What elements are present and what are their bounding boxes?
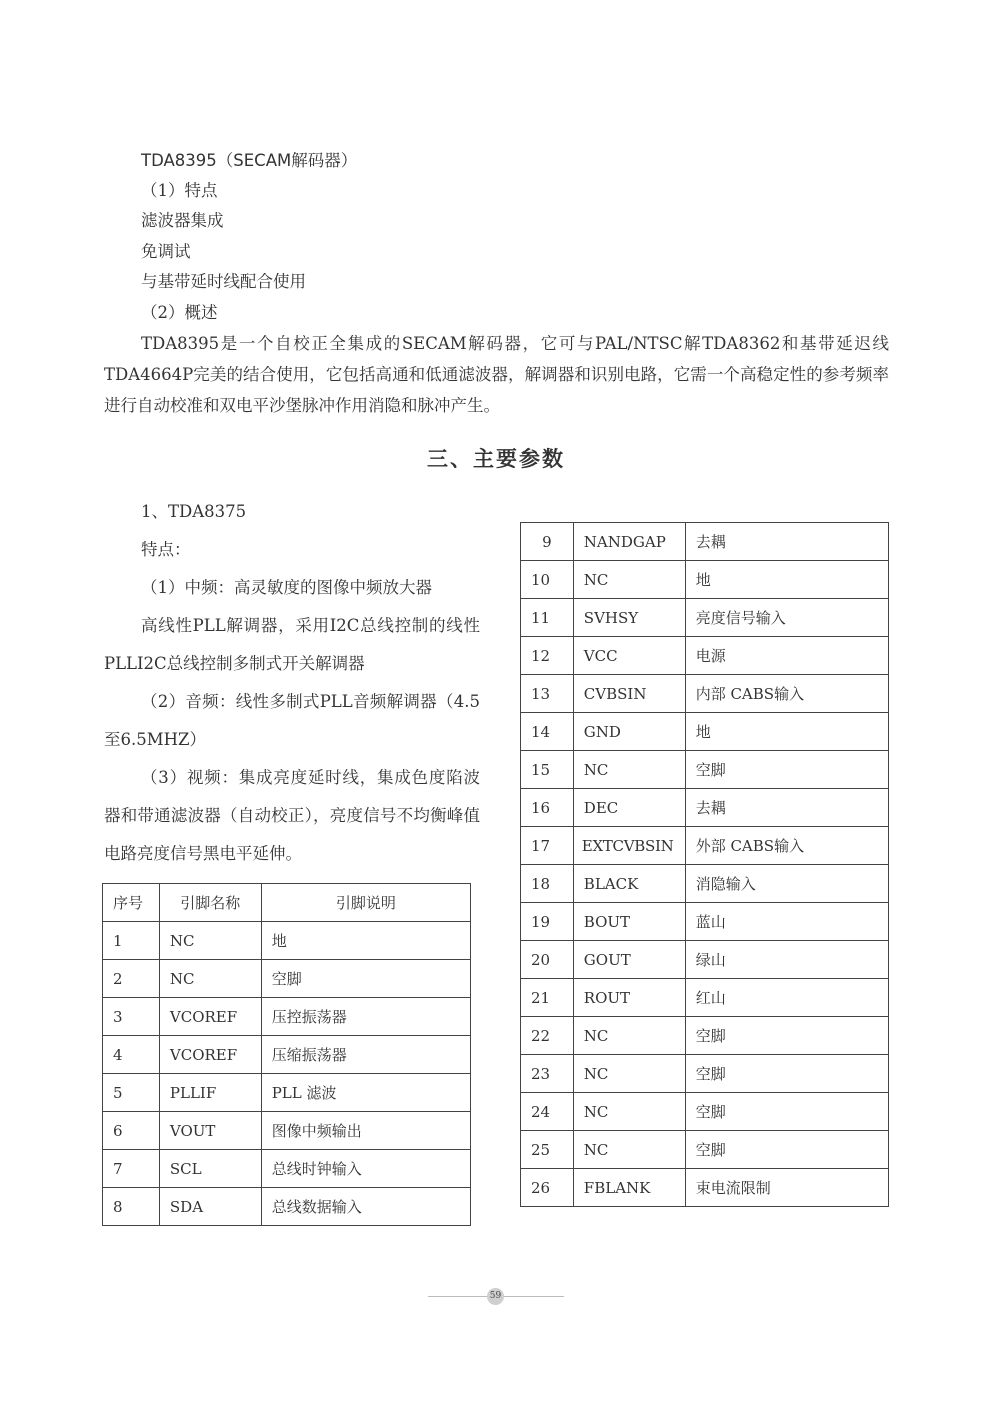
pin-name: DEC	[573, 789, 685, 827]
pin-desc: 空脚	[685, 751, 888, 789]
pin-name: NC	[573, 561, 685, 599]
tda8375-description	[104, 493, 480, 873]
pin-desc: PLL 滤波	[261, 1074, 470, 1112]
pin-name: GOUT	[573, 941, 685, 979]
pin-desc: 总线数据输入	[261, 1188, 470, 1226]
table-row	[521, 675, 889, 713]
pin-desc: 束电流限制	[685, 1169, 888, 1207]
pin-name: BOUT	[573, 903, 685, 941]
pin-desc: 空脚	[261, 960, 470, 998]
tda8375-features-label: 特点：	[141, 540, 191, 559]
pin-number: 24	[521, 1093, 574, 1131]
table-row	[521, 1055, 889, 1093]
pin-number: 9	[521, 523, 574, 561]
pin-name: PLLIF	[159, 1074, 261, 1112]
header-pin-name: 引脚名称	[159, 884, 261, 922]
pin-name: EXTCVBSIN	[573, 827, 685, 865]
pin-table-left	[102, 883, 471, 1226]
pin-name: SVHSY	[573, 599, 685, 637]
pin-name: VCOREF	[159, 1036, 261, 1074]
pin-number: 5	[103, 1074, 160, 1112]
pin-name: BLACK	[573, 865, 685, 903]
pin-number: 20	[521, 941, 574, 979]
pin-name: FBLANK	[573, 1169, 685, 1207]
pin-desc: 空脚	[685, 1131, 888, 1169]
table-row	[521, 827, 889, 865]
feature-item: 免调试	[141, 242, 191, 261]
pin-number: 12	[521, 637, 574, 675]
pin-name: NC	[573, 1093, 685, 1131]
pin-number: 23	[521, 1055, 574, 1093]
pin-desc: 内部 CABS输入	[685, 675, 888, 713]
pin-number: 17	[521, 827, 574, 865]
pin-desc: 总线时钟输入	[261, 1150, 470, 1188]
table-row	[521, 941, 889, 979]
pin-name: NANDGAP	[573, 523, 685, 561]
pin-desc: 空脚	[685, 1017, 888, 1055]
pin-number: 6	[103, 1112, 160, 1150]
table-row	[103, 1112, 471, 1150]
table-row	[521, 789, 889, 827]
header-index: 序号	[103, 884, 160, 922]
table-row	[521, 1131, 889, 1169]
pin-name: SDA	[159, 1188, 261, 1226]
overview-paragraph	[104, 328, 889, 421]
pin-number: 15	[521, 751, 574, 789]
feature-item: 滤波器集成	[141, 211, 224, 230]
table-row	[521, 637, 889, 675]
footer-divider-left	[428, 1296, 488, 1297]
table-row	[521, 561, 889, 599]
tda8375-p4: （3）视频：集成亮度延时线，集成色度陷波器和带通滤波器（自动校正），亮度信号不均衡峰值电路亮度信号黑电平延伸。	[104, 768, 480, 863]
intro-heading: TDA8395（SECAM解码器）	[141, 151, 358, 170]
pin-desc: 空脚	[685, 1055, 888, 1093]
feature-title: （1）特点	[141, 181, 218, 200]
pin-name: VCC	[573, 637, 685, 675]
pin-desc: 去耦	[685, 789, 888, 827]
footer-divider-right	[504, 1296, 564, 1297]
pin-desc: 去耦	[685, 523, 888, 561]
pin-desc: 压控振荡器	[261, 998, 470, 1036]
pin-number: 8	[103, 1188, 160, 1226]
table-row	[103, 922, 471, 960]
pin-name: NC	[573, 1017, 685, 1055]
overview-title: （2）概述	[141, 303, 218, 322]
pin-number: 18	[521, 865, 574, 903]
pin-desc: 蓝山	[685, 903, 888, 941]
pin-number: 10	[521, 561, 574, 599]
pin-name: NC	[573, 751, 685, 789]
pin-desc: 电源	[685, 637, 888, 675]
table-row	[521, 713, 889, 751]
pin-desc: 图像中频输出	[261, 1112, 470, 1150]
pin-desc: 压缩振荡器	[261, 1036, 470, 1074]
table-row	[103, 1188, 471, 1226]
pin-desc: 红山	[685, 979, 888, 1017]
table-row	[521, 865, 889, 903]
table-row	[103, 960, 471, 998]
pin-name: CVBSIN	[573, 675, 685, 713]
table-row	[521, 1093, 889, 1131]
table-header-row	[103, 884, 471, 922]
pin-name: NC	[159, 922, 261, 960]
tda8375-p1: （1）中频：高灵敏度的图像中频放大器	[141, 578, 432, 597]
pin-number: 22	[521, 1017, 574, 1055]
pin-name: NC	[573, 1055, 685, 1093]
table-row	[521, 523, 889, 561]
table-row	[521, 599, 889, 637]
pin-number: 21	[521, 979, 574, 1017]
pin-number: 19	[521, 903, 574, 941]
pin-desc: 绿山	[685, 941, 888, 979]
section-title: 三、主要参数	[427, 447, 565, 471]
pin-desc: 地	[261, 922, 470, 960]
pin-name: NC	[573, 1131, 685, 1169]
pin-desc: 消隐输入	[685, 865, 888, 903]
pin-desc: 地	[685, 561, 888, 599]
table-row	[103, 998, 471, 1036]
table-row	[521, 903, 889, 941]
table-row	[521, 979, 889, 1017]
tda8375-p3: （2）音频：线性多制式PLL音频解调器（4.5至6.5MHZ）	[104, 692, 480, 749]
pin-name: VCOREF	[159, 998, 261, 1036]
table-row	[521, 1017, 889, 1055]
overview-text: TDA8395是一个自校正全集成的SECAM解码器，它可与PAL/NTSC解TDA8362和基带延迟线TDA4664P完美的结合使用，它包括高通和低通滤波器，解调器和识别电路，它需一个高稳定性的参考频率进行自动校准和双电平沙堡脉冲作用消隐和脉冲产生。	[104, 334, 889, 415]
pin-name: NC	[159, 960, 261, 998]
pin-number: 25	[521, 1131, 574, 1169]
table-row	[521, 751, 889, 789]
tda8375-p2: 高线性PLL解调器，采用I2C总线控制的线性PLLI2C总线控制多制式开关解调器	[104, 616, 480, 673]
pin-number: 7	[103, 1150, 160, 1188]
pin-number: 11	[521, 599, 574, 637]
pin-number: 4	[103, 1036, 160, 1074]
pin-number: 3	[103, 998, 160, 1036]
pin-number: 13	[521, 675, 574, 713]
table-row	[521, 1169, 889, 1207]
table-row	[103, 1036, 471, 1074]
pin-name: VOUT	[159, 1112, 261, 1150]
pin-table-right	[520, 522, 889, 1207]
pin-number: 2	[103, 960, 160, 998]
pin-desc: 空脚	[685, 1093, 888, 1131]
pin-name: GND	[573, 713, 685, 751]
pin-number: 1	[103, 922, 160, 960]
pin-name: ROUT	[573, 979, 685, 1017]
pin-desc: 亮度信号输入	[685, 599, 888, 637]
header-pin-desc: 引脚说明	[261, 884, 470, 922]
pin-number: 26	[521, 1169, 574, 1207]
pin-desc: 地	[685, 713, 888, 751]
pin-name: SCL	[159, 1150, 261, 1188]
pin-desc: 外部 CABS输入	[685, 827, 888, 865]
table-row	[103, 1074, 471, 1112]
table-row	[103, 1150, 471, 1188]
tda8375-heading: 1、TDA8375	[141, 502, 247, 521]
pin-number: 14	[521, 713, 574, 751]
pin-number: 16	[521, 789, 574, 827]
feature-item: 与基带延时线配合使用	[141, 272, 306, 291]
page-number: 59	[487, 1288, 504, 1305]
